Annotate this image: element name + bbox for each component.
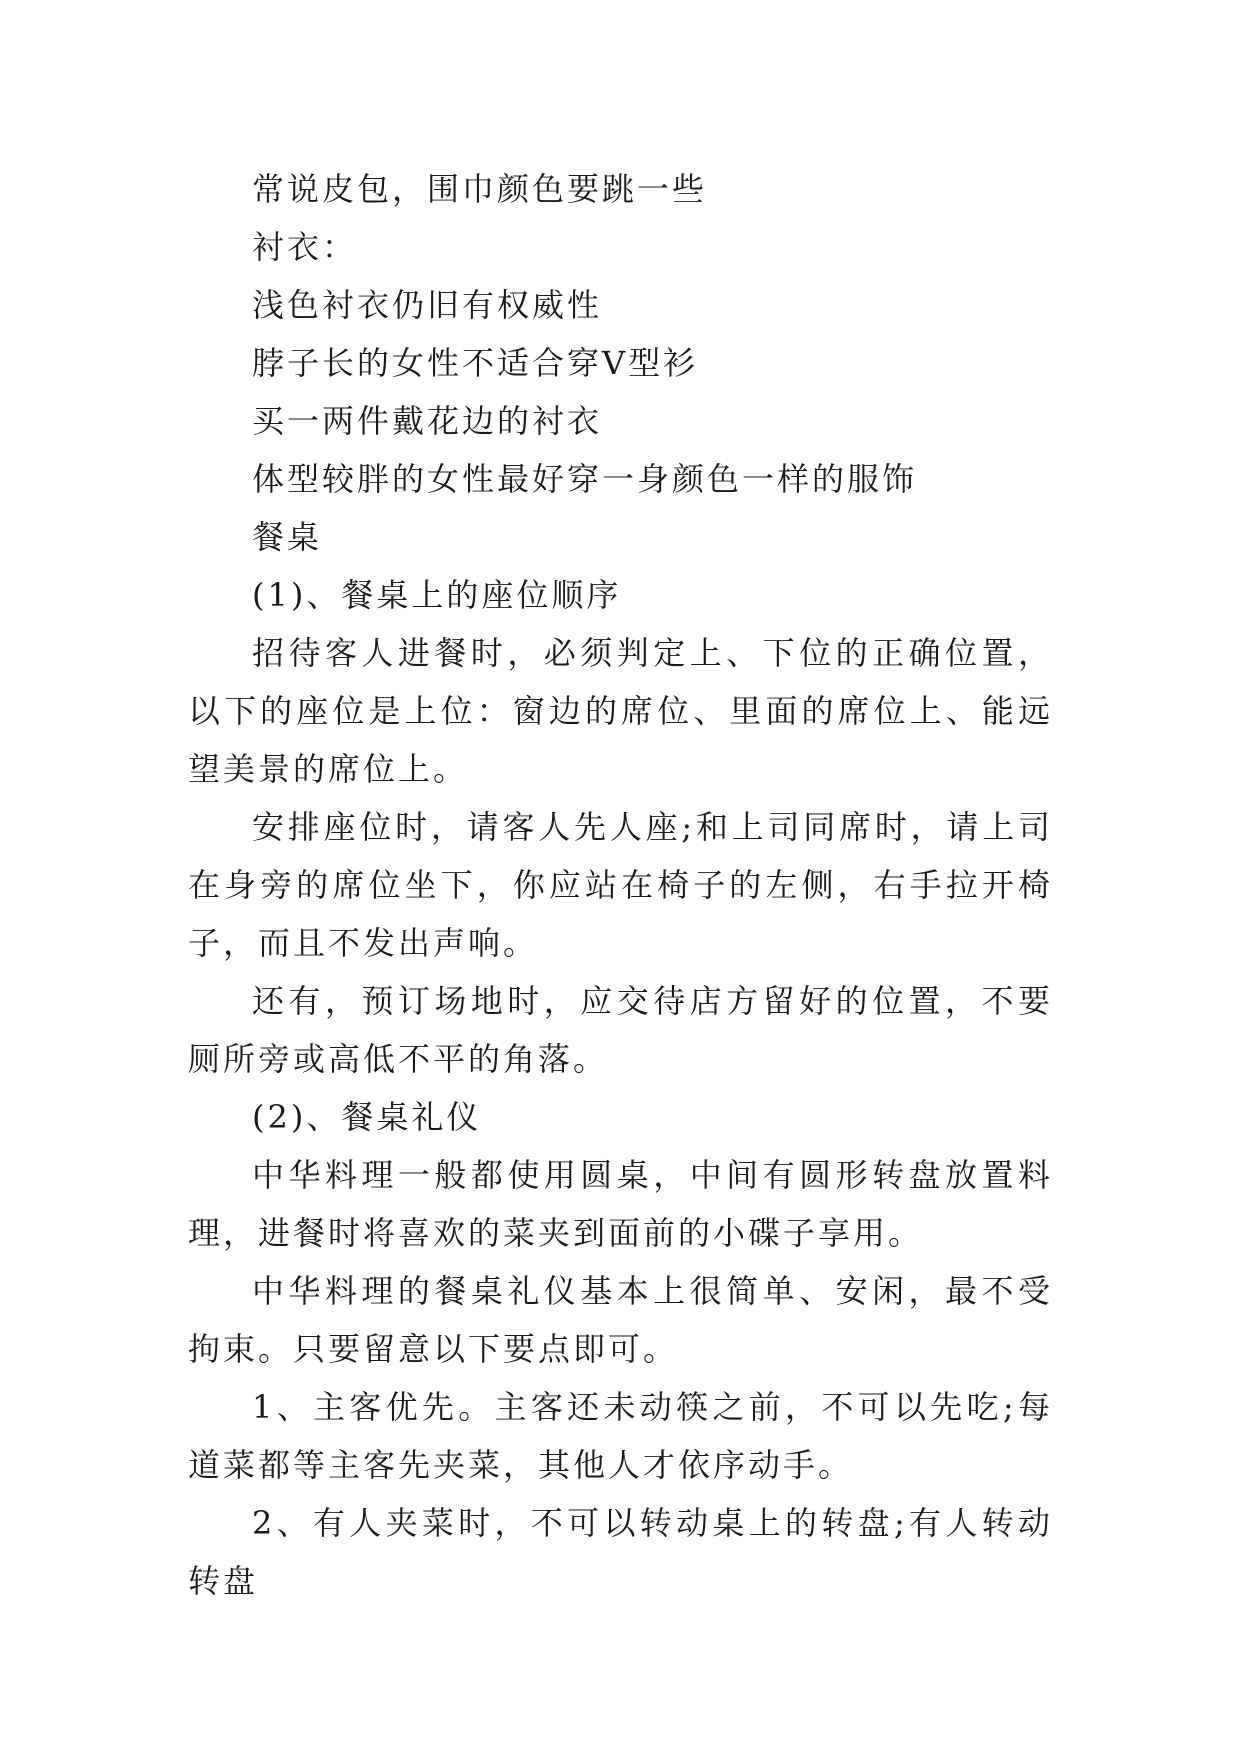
document-body [188,160,1053,1610]
paragraph-long-neck: 脖子长的女性不适合穿V型衫 [252,344,699,382]
paragraph-lace-shirt: 买一两件戴花边的衬衣 [252,402,603,440]
paragraph-seat-order-heading: (1)、餐桌上的座位顺序 [252,576,622,614]
paragraph-etiquette-heading: (2)、餐桌礼仪 [252,1098,482,1136]
paragraph-seat-position: 招待客人进餐时，必须判定上、下位的正确位置，以下的座位是上位：窗边的席位、里面的席位上、能远望美景的席位上。 [188,634,1053,788]
paragraph-handbag-scarf: 常说皮包，围巾颜色要跳一些 [252,170,708,208]
paragraph-light-shirt: 浅色衬衣仍旧有权威性 [252,286,603,324]
paragraph-shirt-heading: 衬衣： [252,228,358,266]
paragraph-guest-first: 1、主客优先。主客还未动筷之前，不可以先吃;每道菜都等主客先夹菜，其他人才依序动手。 [188,1388,1053,1484]
paragraph-venue-booking: 还有，预订场地时，应交待店方留好的位置，不要厕所旁或高低不平的角落。 [188,982,1053,1078]
paragraph-seat-arrangement: 安排座位时，请客人先人座;和上司同席时，请上司在身旁的席位坐下，你应站在椅子的左侧，右手拉开椅子，而且不发出声响。 [188,808,1053,962]
paragraph-round-table: 中华料理一般都使用圆桌，中间有圆形转盘放置料理，进餐时将喜欢的菜夹到面前的小碟子享用。 [188,1156,1053,1252]
paragraph-etiquette-simple: 中华料理的餐桌礼仪基本上很简单、安闲，最不受拘束。只要留意以下要点即可。 [188,1272,1053,1368]
paragraph-turntable: 2、有人夹菜时，不可以转动桌上的转盘;有人转动转盘 [188,1504,1053,1600]
paragraph-body-type: 体型较胖的女性最好穿一身颜色一样的服饰 [252,460,918,498]
paragraph-dining-heading: 餐桌 [252,518,323,556]
